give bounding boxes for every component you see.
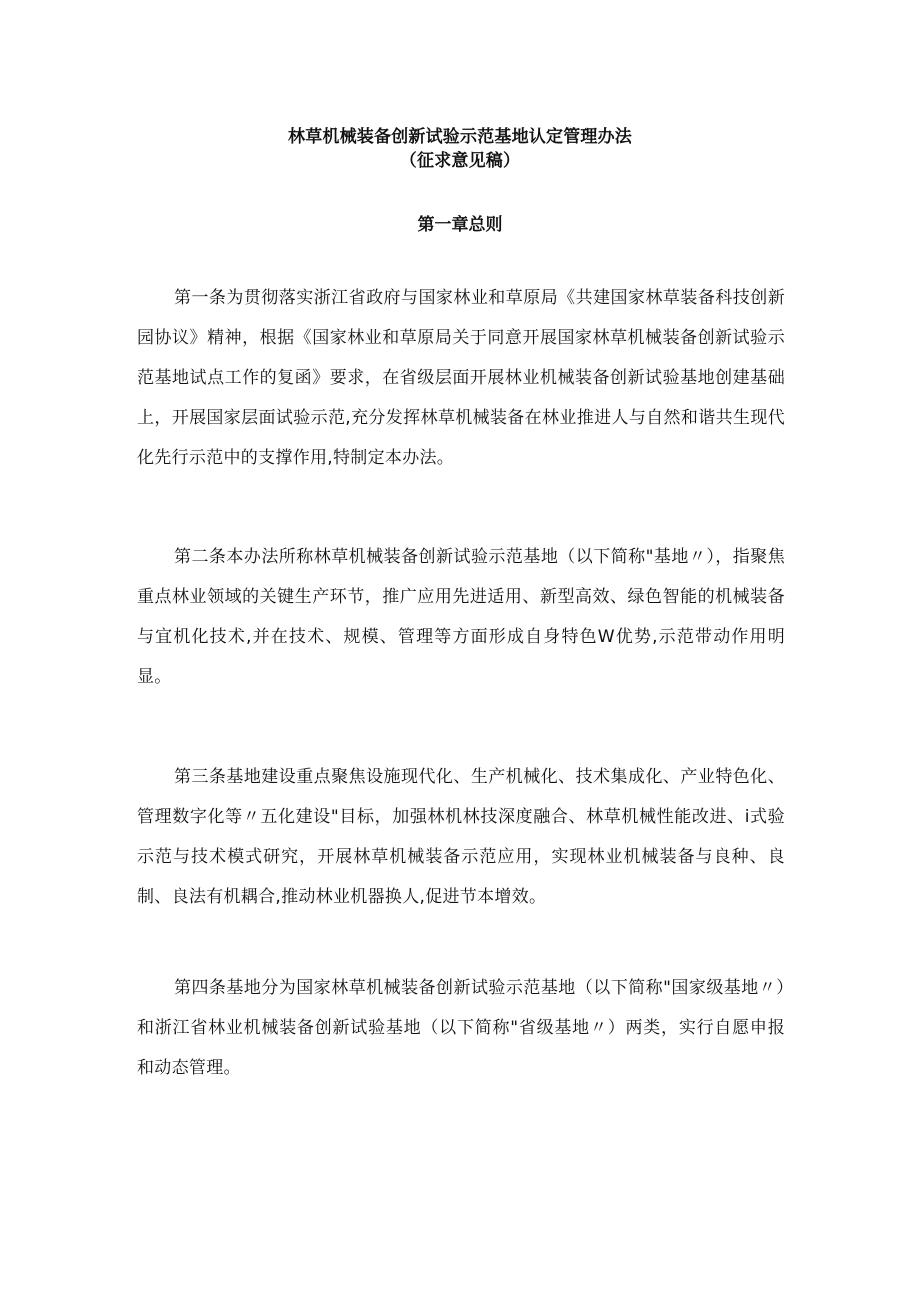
chapter-heading: 第一章总则 bbox=[417, 215, 503, 235]
document-title: 林草机械装备创新试验示范基地认定管理办法 bbox=[288, 127, 632, 147]
article-4-paragraph: 第四条基地分为国家林草机械装备创新试验示范基地（以下简称"国家级基地〃）和浙江省林业机械装备创新试验基地（以下简称"省级基地〃）两类，实行自愿申报和动态管理。 bbox=[137, 978, 785, 1078]
article-3-paragraph: 第三条基地建设重点聚焦设施现代化、生产机械化、技术集成化、产业特色化、管理数字化等〃五化建设"目标，加强林机林技深度融合、林草机械性能改进、i式验示范与技术模式研究，开展林草机械装备示范应用，实现林业机械装备与良种、良制、良法有机耦合,推动林业机器换人,促进节本增效。 bbox=[137, 767, 785, 907]
article-2-paragraph: 第二条本办法所称林草机械装备创新试验示范基地（以下简称"基地〃），指聚焦重点林业领域的关键生产环节，推广应用先进适用、新型高效、绿色智能的机械装备与宜机化技术,并在技术、规模、管理等方面形成自身特色W优势,示范带动作用明显。 bbox=[137, 547, 785, 687]
document-subtitle: （征求意见稿） bbox=[399, 151, 521, 171]
article-1-paragraph: 第一条为贯彻落实浙江省政府与国家林业和草原局《共建国家林草装备科技创新园协议》精神，根据《国家林业和草原局关于同意开展国家林草机械装备创新试验示范基地试点工作的复函》要求，在省级层面开展林业机械装备创新试验基地创建基础上，开展国家层面试验示范,充分发挥林草机械装备在林业推进人与自然和谐共生现代化先行示范中的支撑作用,特制定本办法。 bbox=[137, 288, 785, 468]
